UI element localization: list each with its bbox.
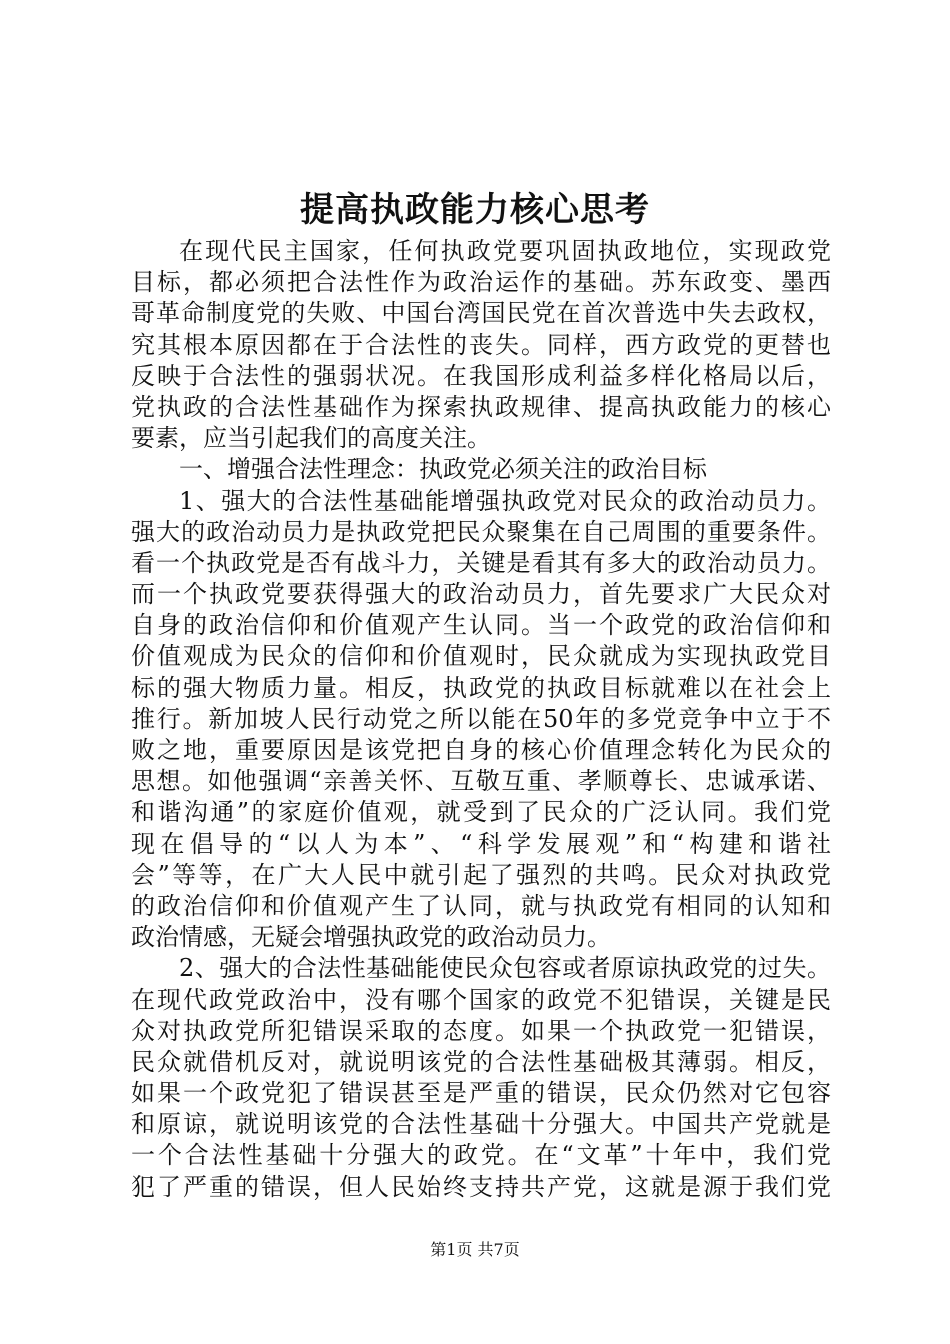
text-line: 众对执政党所犯错误采取的态度。如果一个执政党一犯错误， [131,1016,831,1045]
text-line: 要素，应当引起我们的高度关注。 [131,424,491,453]
text-line: 和谐沟通”的家庭价值观，就受到了民众的广泛认同。我们党 [131,798,831,827]
text-line: 1、强大的合法性基础能增强执政党对民众的政治动员力。 [179,486,831,515]
text-line: 和原谅，就说明该党的合法性基础十分强大。中国共产党就是 [131,1110,831,1139]
text-line: 政治情感，无疑会增强执政党的政治动员力。 [131,923,611,952]
text-line: 反映于合法性的强弱状况。在我国形成利益多样化格局以后， [131,361,831,390]
document-title: 提高执政能力核心思考 [300,190,650,230]
text-line: 如果一个政党犯了错误甚至是严重的错误，民众仍然对它包容 [131,1079,831,1108]
document-body [131,236,831,1203]
text-line: 在现代民主国家，任何执政党要巩固执政地位，实现政党 [179,237,831,265]
text-line: 强大的政治动员力是执政党把民众聚集在自己周围的重要条件。 [131,517,831,546]
text-line: 看一个执政党是否有战斗力，关键是看其有多大的政治动员力。 [131,548,831,577]
text-line: 思想。如他强调“亲善关怀、互敬互重、孝顺尊长、忠诚承诺、 [131,767,831,796]
text-line: 目标，都必须把合法性作为政治运作的基础。苏东政变、墨西 [131,268,831,297]
text-line: 一、增强合法性理念：执政党必须关注的政治目标 [179,455,707,484]
text-line: 党执政的合法性基础作为探索执政规律、提高执政能力的核心 [131,392,831,421]
text-line: 败之地，重要原因是该党把自身的核心价值理念转化为民众的 [131,736,831,764]
text-line: 哥革命制度党的失败、中国台湾国民党在首次普选中失去政权， [131,299,831,328]
text-line: 民众就借机反对，就说明该党的合法性基础极其薄弱。相反， [131,1047,831,1076]
text-line: 在现代政党政治中，没有哪个国家的政党不犯错误，关键是民 [131,985,831,1014]
text-line: 而一个执政党要获得强大的政治动员力，首先要求广大民众对 [131,580,831,609]
text-line: 的政治信仰和价值观产生了认同，就与执政党有相同的认知和 [131,891,831,920]
text-line: 会”等等，在广大人民中就引起了强烈的共鸣。民众对执政党 [131,860,831,889]
text-line: 一个合法性基础十分强大的政党。在“文革”十年中，我们党 [131,1141,831,1170]
text-line: 2、强大的合法性基础能使民众包容或者原谅执政党的过失。 [179,954,831,983]
text-line: 现在倡导的“以人为本”、“科学发展观”和“构建和谐社 [131,829,831,858]
text-line: 推行。新加坡人民行动党之所以能在50年的多党竞争中立于不 [131,704,831,733]
text-line: 犯了严重的错误，但人民始终支持共产党，这就是源于我们党 [131,1172,831,1201]
page-footer: 第1页 共7页 [430,1240,520,1259]
text-line: 标的强大物质力量。相反，执政党的执政目标就难以在社会上 [131,673,831,702]
text-line: 究其根本原因都在于合法性的丧失。同样，西方政党的更替也 [131,330,831,359]
text-line: 自身的政治信仰和价值观产生认同。当一个政党的政治信仰和 [131,611,831,640]
text-line: 价值观成为民众的信仰和价值观时，民众就成为实现执政党目 [131,642,831,671]
